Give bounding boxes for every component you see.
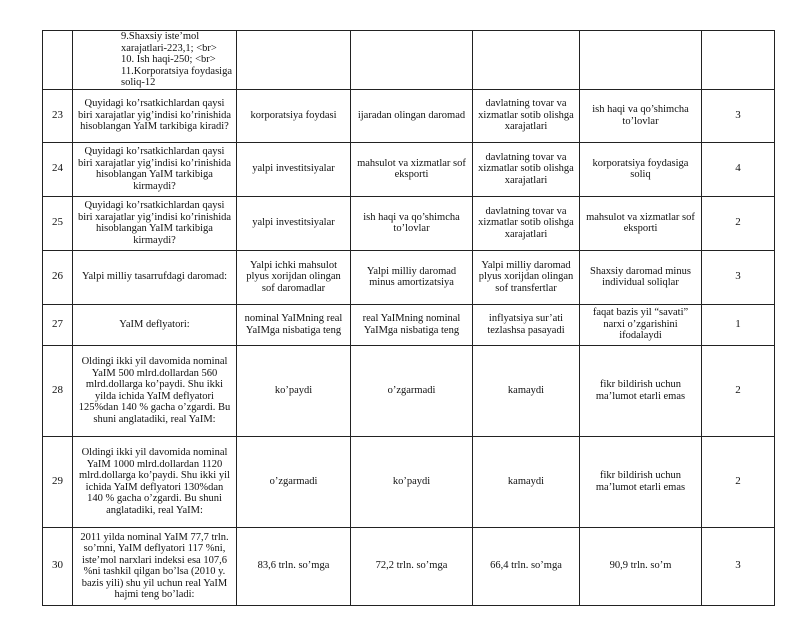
table-row [43,304,775,345]
correct-answer: 4 [702,142,775,196]
row-number: 28 [43,345,73,436]
option-b: real YaIMning nominal YaIMga nisbatiga teng [351,304,473,345]
question-text: Oldingi ikki yil davomida nominal YaIM 1000 mlrd.dollardan 1120 mlrd.dollarga ko’paydi. Shu ikki yil ichida YaIM deflyatori 130%dan 140 % gacha o’zgardi. Bu shuni anglatadiki, real YaIM: [73,436,237,527]
table-row [43,250,775,304]
option-d: Shaxsiy daromad minus individual soliqlar [580,250,702,304]
table-row [43,527,775,605]
option-b: ish haqi va qo’shimcha to’lovlar [351,196,473,250]
option-c: 66,4 trln. so’mga [473,527,580,605]
row-number: 24 [43,142,73,196]
option-c: davlatning tovar va xizmatlar sotib olishga xarajatlari [473,196,580,250]
option-d: ish haqi va qo’shimcha to’lovlar [580,89,702,142]
question-text: Oldingi ikki yil davomida nominal YaIM 500 mlrd.dollardan 560 mlrd.dollarga ko’paydi. Shu ikki yilda ichida YaIM deflyatori 125%dan 140 % gacha o’zgardi. Bu shuni anglatadiki, real YaIM: [73,345,237,436]
row-number: 29 [43,436,73,527]
row-number: 25 [43,196,73,250]
correct-answer: 2 [702,436,775,527]
option-c [473,31,580,90]
option-d: fikr bildirish uchun ma’lumot etarli emas [580,436,702,527]
option-d: faqat bazis yil “savati” narxi o’zgarishini ifodalaydi [580,304,702,345]
row-number: 27 [43,304,73,345]
table-row [43,89,775,142]
option-a: ko’paydi [237,345,351,436]
table-row [43,345,775,436]
option-a: 83,6 trln. so’mga [237,527,351,605]
correct-answer: 2 [702,345,775,436]
correct-answer: 2 [702,196,775,250]
option-a: Yalpi ichki mahsulot plyus xorijdan olingan sof daromadlar [237,250,351,304]
correct-answer: 3 [702,527,775,605]
option-a: o’zgarmadi [237,436,351,527]
option-b [351,31,473,90]
option-d: fikr bildirish uchun ma’lumot etarli emas [580,345,702,436]
question-text: Quyidagi ko’rsatkichlardan qaysi biri xarajatlar yig’indisi ko’rinishida hisoblangan YaIM tarkibiga kirmaydi? [73,196,237,250]
option-d: 90,9 trln. so’m [580,527,702,605]
row-number: 23 [43,89,73,142]
option-d [580,31,702,90]
question-text: Quyidagi ko’rsatkichlardan qaysi biri xarajatlar yig’indisi ko’rinishida hisoblangan YaIM tarkibiga kirmaydi? [73,142,237,196]
question-text: 2011 yilda nominal YaIM 77,7 trln. so’mni, YaIM deflyatori 117 %ni, iste’mol narxlari indeksi esa 107,6 %ni tashkil qilgan bo’lsa (2010 y. bazis yili) shu yil uchun real YaIM hajmi teng bo’ladi: [73,527,237,605]
option-a: nominal YaIMning real YaIMga nisbatiga teng [237,304,351,345]
table-row [43,436,775,527]
table-row [43,142,775,196]
option-c: davlatning tovar va xizmatlar sotib olishga xarajatlari [473,89,580,142]
option-a [237,31,351,90]
option-b: ko’paydi [351,436,473,527]
option-c: kamaydi [473,345,580,436]
correct-answer: 1 [702,304,775,345]
row-number [43,31,73,90]
option-c: davlatning tovar va xizmatlar sotib olishga xarajatlari [473,142,580,196]
question-text: YaIM deflyatori: [73,304,237,345]
row-number: 26 [43,250,73,304]
option-a: yalpi investitsiyalar [237,196,351,250]
option-b: Yalpi milliy daromad minus amortizatsiya [351,250,473,304]
option-c: Yalpi milliy daromad plyus xorijdan olingan sof transfertlar [473,250,580,304]
option-a: korporatsiya foydasi [237,89,351,142]
option-b: 72,2 trln. so’mga [351,527,473,605]
option-c: kamaydi [473,436,580,527]
correct-answer [702,31,775,90]
row-number: 30 [43,527,73,605]
correct-answer: 3 [702,89,775,142]
correct-answer: 3 [702,250,775,304]
option-a: yalpi investitsiyalar [237,142,351,196]
option-d: korporatsiya foydasiga soliq [580,142,702,196]
question-text: 9.Shaxsiy iste’mol xarajatlari-223,1; <br> 10. Ish haqi-250; <br> 11.Korporatsiya foydasiga soliq-12 [73,31,237,90]
option-b: o’zgarmadi [351,345,473,436]
option-d: mahsulot va xizmatlar sof eksporti [580,196,702,250]
questions-table [42,30,775,606]
option-c: inflyatsiya sur’ati tezlashsa pasayadi [473,304,580,345]
option-b: ijaradan olingan daromad [351,89,473,142]
question-text: Quyidagi ko’rsatkichlardan qaysi biri xarajatlar yig’indisi ko’rinishida hisoblangan YaIM tarkibiga kiradi? [73,89,237,142]
option-b: mahsulot va xizmatlar sof eksporti [351,142,473,196]
question-text: Yalpi milliy tasarrufdagi daromad: [73,250,237,304]
table-row [43,196,775,250]
table-row [43,31,775,90]
